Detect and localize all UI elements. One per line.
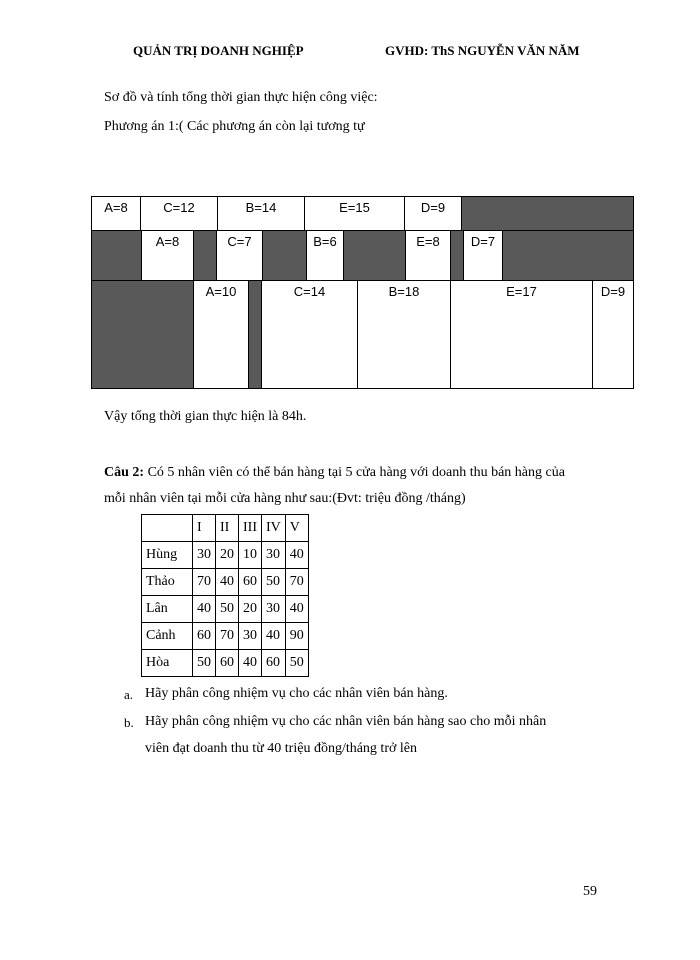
table-row (142, 542, 309, 569)
revenue-cell: 30 (262, 542, 286, 569)
task-a-marker: a. (124, 687, 134, 702)
revenue-cell: 40 (262, 623, 286, 650)
intro-line-1: Sơ đồ và tính tổng thời gian thực hiện công việc: (104, 90, 378, 105)
gantt-idle-r2-6 (502, 230, 634, 281)
header-instructor: GVHD: ThS NGUYỄN VĂN NĂM (385, 43, 580, 58)
column-header: I (193, 515, 216, 542)
gantt-cell-r2-a: A=8 (141, 230, 194, 281)
gantt-idle-r3-1 (91, 280, 194, 389)
sales-table (141, 514, 309, 677)
revenue-cell: 30 (262, 596, 286, 623)
revenue-cell: 60 (262, 650, 286, 677)
gantt-cell-r1-a: A=8 (91, 196, 141, 231)
table-corner-cell (142, 515, 193, 542)
column-header: III (239, 515, 262, 542)
revenue-cell: 50 (216, 596, 239, 623)
revenue-cell: 90 (285, 623, 308, 650)
task-a-text: Hãy phân công nhiệm vụ cho các nhân viên bán hàng. (145, 686, 448, 701)
column-header: V (285, 515, 308, 542)
table-row (142, 650, 309, 677)
revenue-cell: 60 (216, 650, 239, 677)
gantt-idle-r2-3 (262, 230, 307, 281)
gantt-idle-r2-1 (91, 230, 142, 281)
employee-name: Thảo (142, 569, 193, 596)
header-course-title: QUẢN TRỊ DOANH NGHIỆP (133, 43, 304, 58)
table-header-row (142, 515, 309, 542)
gantt-idle-r3-2 (248, 280, 262, 389)
revenue-cell: 40 (216, 569, 239, 596)
question-line-2: mỗi nhân viên tại mỗi cửa hàng như sau:(Đvt: triệu đồng /tháng) (104, 491, 466, 506)
gantt-cell-r1-b: B=14 (217, 196, 305, 231)
revenue-cell: 70 (193, 569, 216, 596)
question-text-1: Có 5 nhân viên có thể bán hàng tại 5 cửa hàng với doanh thu bán hàng của (144, 465, 565, 480)
revenue-cell: 30 (239, 623, 262, 650)
conclusion: Vậy tổng thời gian thực hiện là 84h. (104, 409, 307, 424)
gantt-idle-r2-2 (193, 230, 217, 281)
revenue-cell: 30 (193, 542, 216, 569)
revenue-cell: 60 (193, 623, 216, 650)
page-number: 59 (583, 884, 597, 899)
revenue-cell: 20 (239, 596, 262, 623)
gantt-cell-r3-e: E=17 (450, 280, 593, 389)
table-row (142, 623, 309, 650)
employee-name: Lân (142, 596, 193, 623)
column-header: II (216, 515, 239, 542)
gantt-cell-r2-b: B=6 (306, 230, 344, 281)
revenue-cell: 70 (216, 623, 239, 650)
revenue-cell: 50 (193, 650, 216, 677)
employee-name: Hùng (142, 542, 193, 569)
gantt-cell-r2-d: D=7 (463, 230, 503, 281)
gantt-idle-r2-4 (343, 230, 406, 281)
revenue-cell: 70 (285, 569, 308, 596)
task-b-text-2: viên đạt doanh thu từ 40 triệu đồng/tháng trở lên (145, 741, 417, 756)
intro-line-2: Phương án 1:( Các phương án còn lại tương tự (104, 119, 365, 134)
revenue-cell: 60 (239, 569, 262, 596)
question-label: Câu 2: (104, 465, 145, 480)
employee-name: Hòa (142, 650, 193, 677)
task-b-text-1: Hãy phân công nhiệm vụ cho các nhân viên bán hàng sao cho mỗi nhân (145, 714, 547, 729)
gantt-idle-r2-5 (450, 230, 464, 281)
table-row (142, 596, 309, 623)
revenue-cell: 50 (285, 650, 308, 677)
gantt-chart (91, 196, 634, 389)
table-row (142, 569, 309, 596)
revenue-cell: 40 (193, 596, 216, 623)
column-header: IV (262, 515, 286, 542)
revenue-cell: 40 (285, 542, 308, 569)
revenue-cell: 40 (285, 596, 308, 623)
revenue-cell: 40 (239, 650, 262, 677)
gantt-cell-r3-c: C=14 (261, 280, 358, 389)
gantt-cell-r3-d: D=9 (592, 280, 634, 389)
revenue-cell: 10 (239, 542, 262, 569)
question-line-1 (104, 465, 565, 481)
gantt-cell-r2-c: C=7 (216, 230, 263, 281)
employee-name: Cảnh (142, 623, 193, 650)
revenue-cell: 20 (216, 542, 239, 569)
task-b-marker: b. (124, 715, 134, 730)
gantt-cell-r1-c: C=12 (140, 196, 218, 231)
gantt-cell-r1-e: E=15 (304, 196, 405, 231)
gantt-cell-r3-b: B=18 (357, 280, 451, 389)
revenue-cell: 50 (262, 569, 286, 596)
gantt-cell-r3-a: A=10 (193, 280, 249, 389)
gantt-idle-r1 (461, 196, 634, 231)
gantt-cell-r2-e: E=8 (405, 230, 451, 281)
gantt-cell-r1-d: D=9 (404, 196, 462, 231)
